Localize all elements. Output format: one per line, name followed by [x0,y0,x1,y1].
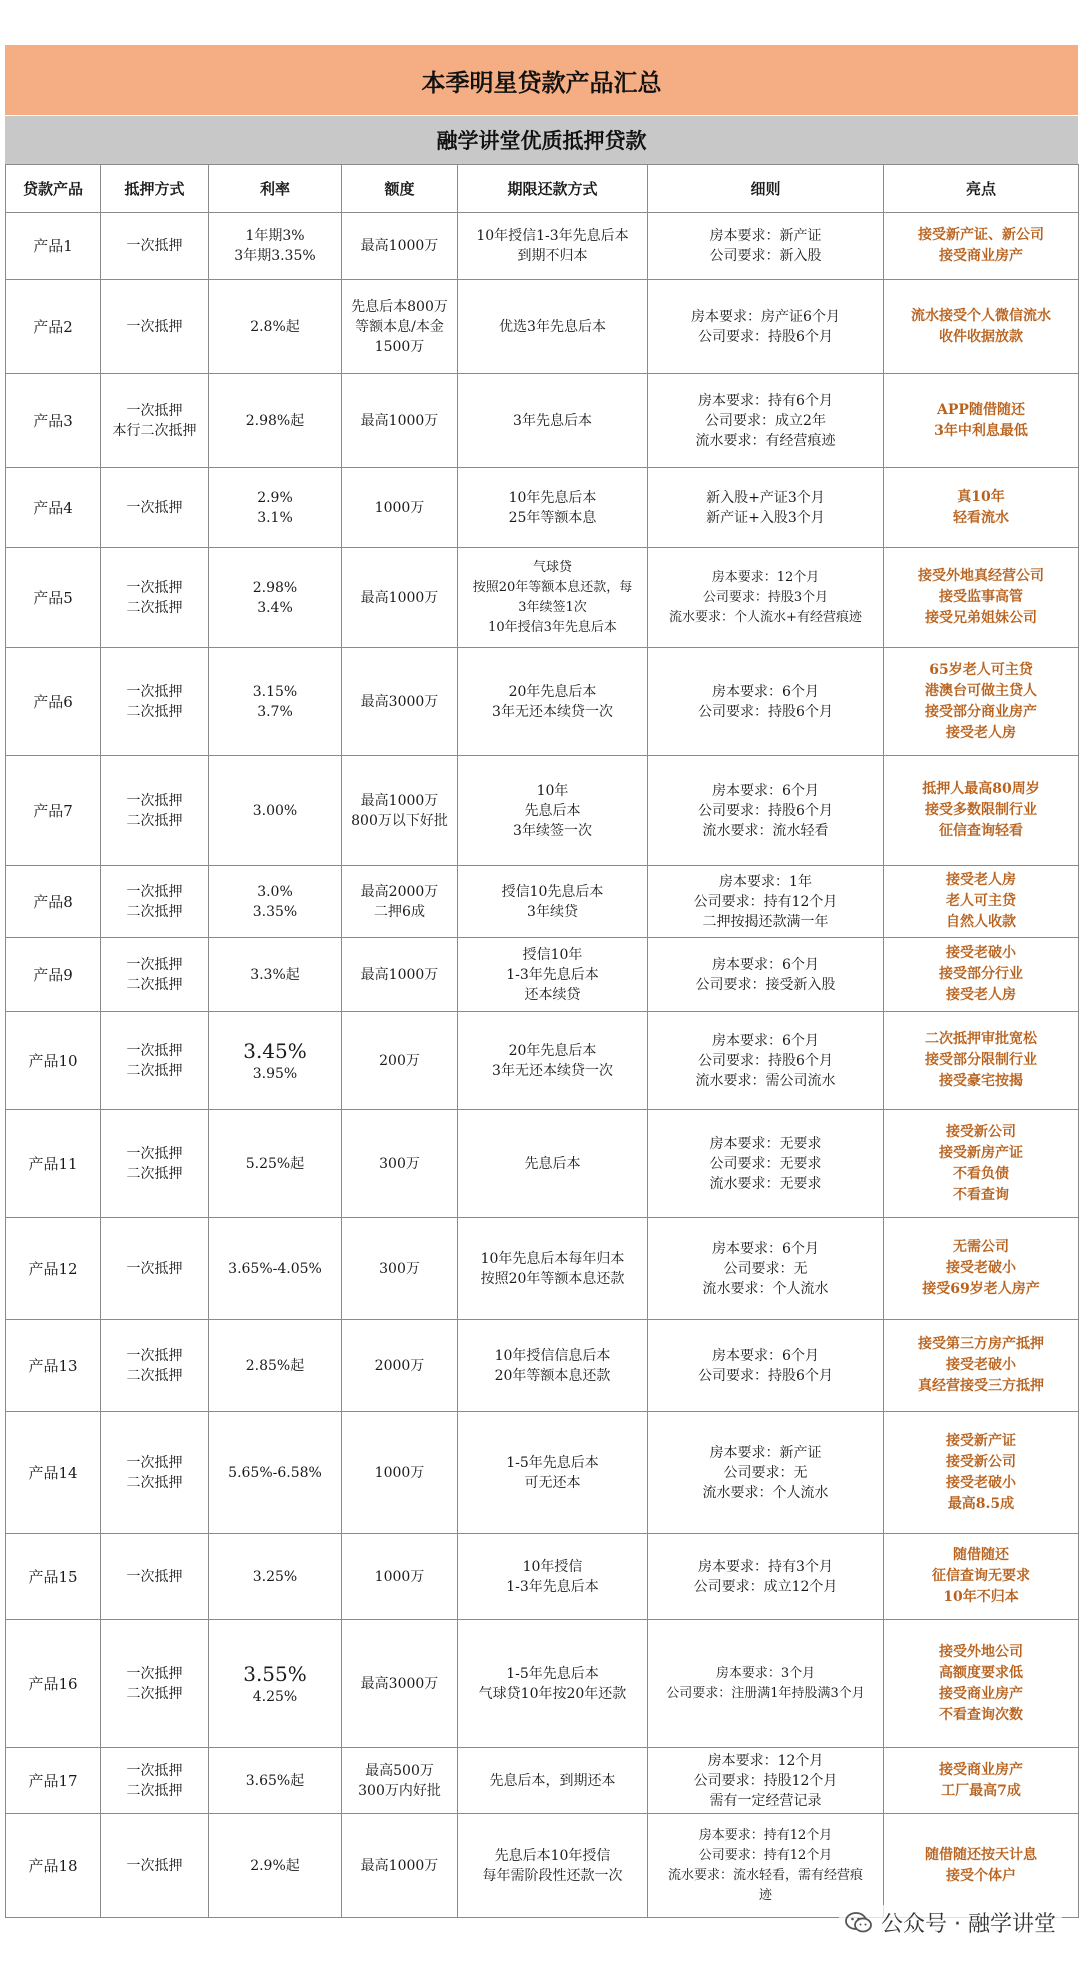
product-name: 产品18 [6,1814,101,1918]
mortgage-method: 一次抵押 二次抵押 [101,756,209,866]
product-name: 产品10 [6,1012,101,1110]
loan-rules: 房本要求：12个月 公司要求：持股3个月 流水要求：个人流水+有经营痕迹 [648,548,884,648]
loan-highlights: 接受新产证 接受新公司 接受老破小 最高8.5成 [884,1412,1079,1534]
header-amount: 额度 [342,165,458,213]
interest-rate: 3.65%起 [209,1748,342,1814]
mortgage-method: 一次抵押 二次抵押 [101,1620,209,1748]
loan-highlights: 65岁老人可主贷 港澳台可做主贷人 接受部分商业房产 接受老人房 [884,648,1079,756]
mortgage-method: 一次抵押 [101,1814,209,1918]
loan-highlights: 接受新公司 接受新房产证 不看负债 不看查询 [884,1110,1079,1218]
table-row [6,468,1079,548]
mortgage-method: 一次抵押 二次抵押 [101,1110,209,1218]
repayment-term: 10年授信1-3年先息后本 到期不归本 [458,213,648,280]
table-row [6,1620,1079,1748]
table-row [6,1534,1079,1620]
table-row [6,213,1079,280]
repayment-term: 授信10年 1-3年先息后本 还本续贷 [458,938,648,1012]
wechat-icon [845,1912,873,1934]
mortgage-method: 一次抵押 [101,1218,209,1320]
table-row [6,1412,1079,1534]
mortgage-method: 一次抵押 二次抵押 [101,648,209,756]
loan-rules: 房本要求：6个月 公司要求：持股6个月 流水要求：需公司流水 [648,1012,884,1110]
page-subtitle: 融学讲堂优质抵押贷款 [5,116,1078,164]
repayment-term: 先息后本10年授信 每年需阶段性还款一次 [458,1814,648,1918]
table-row [6,374,1079,468]
interest-rate: 2.9%起 [209,1814,342,1918]
loan-amount: 最高3000万 [342,648,458,756]
repayment-term: 10年先息后本 25年等额本息 [458,468,648,548]
repayment-term: 10年先息后本每年归本 按照20年等额本息还款 [458,1218,648,1320]
interest-rate-secondary: 4.25% [252,1688,298,1705]
interest-rate: 2.9% 3.1% [209,468,342,548]
product-name: 产品14 [6,1412,101,1534]
interest-rate: 5.25%起 [209,1110,342,1218]
interest-rate-primary: 3.55% [243,1661,307,1686]
product-name: 产品11 [6,1110,101,1218]
loan-amount: 2000万 [342,1320,458,1412]
header-rate: 利率 [209,165,342,213]
repayment-term: 先息后本，到期还本 [458,1748,648,1814]
product-name: 产品16 [6,1620,101,1748]
repayment-term: 气球贷 按照20年等额本息还款，每 3年续签1次 10年授信3年先息后本 [458,548,648,648]
header-product: 贷款产品 [6,165,101,213]
loan-amount: 300万 [342,1110,458,1218]
interest-rate: 3.25% [209,1534,342,1620]
table-row [6,1748,1079,1814]
loan-amount: 先息后本800万 等额本息/本金 1500万 [342,280,458,374]
table-row [6,938,1079,1012]
table-row [6,1012,1079,1110]
product-name: 产品5 [6,548,101,648]
interest-rate [209,1012,342,1110]
loan-amount: 最高1000万 [342,1814,458,1918]
interest-rate: 2.8%起 [209,280,342,374]
repayment-term: 3年先息后本 [458,374,648,468]
loan-amount: 最高500万 300万内好批 [342,1748,458,1814]
mortgage-method: 一次抵押 二次抵押 [101,1320,209,1412]
loan-highlights: 接受外地真经营公司 接受监事高管 接受兄弟姐妹公司 [884,548,1079,648]
loan-rules: 房本要求：新产证 公司要求：无 流水要求：个人流水 [648,1412,884,1534]
repayment-term: 10年授信 1-3年先息后本 [458,1534,648,1620]
product-name: 产品7 [6,756,101,866]
interest-rate: 2.98%起 [209,374,342,468]
repayment-term: 授信10先息后本 3年续贷 [458,866,648,938]
mortgage-method: 一次抵押 二次抵押 [101,548,209,648]
page-title: 本季明星贷款产品汇总 [5,45,1078,115]
interest-rate: 5.65%-6.58% [209,1412,342,1534]
loan-amount: 最高3000万 [342,1620,458,1748]
product-name: 产品13 [6,1320,101,1412]
mortgage-method: 一次抵押 本行二次抵押 [101,374,209,468]
loan-amount: 最高1000万 [342,374,458,468]
loan-products-table [5,164,1079,1918]
product-name: 产品6 [6,648,101,756]
loan-rules: 房本要求：无要求 公司要求：无要求 流水要求：无要求 [648,1110,884,1218]
repayment-term: 先息后本 [458,1110,648,1218]
interest-rate [209,1620,342,1748]
loan-highlights: 无需公司 接受老破小 接受69岁老人房产 [884,1218,1079,1320]
repayment-term: 20年先息后本 3年无还本续贷一次 [458,648,648,756]
loan-highlights: 接受老破小 接受部分行业 接受老人房 [884,938,1079,1012]
loan-highlights: 随借随还按天计息 接受个体户 [884,1814,1079,1918]
mortgage-method: 一次抵押 [101,468,209,548]
mortgage-method: 一次抵押 二次抵押 [101,1748,209,1814]
loan-highlights: 接受外地公司 高额度要求低 接受商业房产 不看查询次数 [884,1620,1079,1748]
mortgage-method: 一次抵押 二次抵押 [101,1412,209,1534]
table-row [6,1218,1079,1320]
table-row [6,1320,1079,1412]
loan-amount: 1000万 [342,468,458,548]
loan-highlights: 接受老人房 老人可主贷 自然人收款 [884,866,1079,938]
product-name: 产品15 [6,1534,101,1620]
loan-highlights: 真10年 轻看流水 [884,468,1079,548]
loan-highlights: 随借随还 征信查询无要求 10年不归本 [884,1534,1079,1620]
product-name: 产品1 [6,213,101,280]
loan-highlights: 抵押人最高80周岁 接受多数限制行业 征信查询轻看 [884,756,1079,866]
loan-rules: 房本要求：6个月 公司要求：持股6个月 [648,1320,884,1412]
repayment-term: 优选3年先息后本 [458,280,648,374]
interest-rate: 3.00% [209,756,342,866]
mortgage-method: 一次抵押 二次抵押 [101,1012,209,1110]
loan-amount: 1000万 [342,1412,458,1534]
product-name: 产品17 [6,1748,101,1814]
table-row [6,756,1079,866]
header-rules: 细则 [648,165,884,213]
repayment-term: 1-5年先息后本 气球贷10年按20年还款 [458,1620,648,1748]
loan-highlights: 二次抵押审批宽松 接受部分限制行业 接受豪宅按揭 [884,1012,1079,1110]
loan-amount: 最高1000万 [342,548,458,648]
loan-highlights: 接受第三方房产抵押 接受老破小 真经营接受三方抵押 [884,1320,1079,1412]
product-name: 产品8 [6,866,101,938]
loan-rules: 房本要求：6个月 公司要求：持股6个月 [648,648,884,756]
loan-amount: 最高1000万 [342,938,458,1012]
watermark-label: 公众号 · 融学讲堂 [881,1912,1056,1937]
header-term: 期限还款方式 [458,165,648,213]
loan-rules: 房本要求：新产证 公司要求：新入股 [648,213,884,280]
mortgage-method: 一次抵押 二次抵押 [101,866,209,938]
table-row [6,280,1079,374]
interest-rate: 3.0% 3.35% [209,866,342,938]
product-name: 产品4 [6,468,101,548]
table-row [6,648,1079,756]
loan-rules: 房本要求：1年 公司要求：持有12个月 二押按揭还款满一年 [648,866,884,938]
table-row [6,1814,1079,1918]
repayment-term: 10年授信信息后本 20年等额本息还款 [458,1320,648,1412]
repayment-term: 1-5年先息后本 可无还本 [458,1412,648,1534]
loan-amount: 200万 [342,1012,458,1110]
loan-highlights: APP随借随还 3年中利息最低 [884,374,1079,468]
interest-rate-primary: 3.45% [243,1038,307,1063]
mortgage-method: 一次抵押 [101,213,209,280]
interest-rate: 3.15% 3.7% [209,648,342,756]
product-name: 产品9 [6,938,101,1012]
loan-amount: 最高1000万 800万以下好批 [342,756,458,866]
repayment-term: 20年先息后本 3年无还本续贷一次 [458,1012,648,1110]
loan-amount: 最高1000万 [342,213,458,280]
mortgage-method: 一次抵押 [101,1534,209,1620]
product-name: 产品2 [6,280,101,374]
product-name: 产品3 [6,374,101,468]
mortgage-method: 一次抵押 二次抵押 [101,938,209,1012]
loan-highlights: 接受商业房产 工厂最高7成 [884,1748,1079,1814]
table-header-row [6,165,1079,213]
loan-rules: 房本要求：持有6个月 公司要求：成立2年 流水要求：有经营痕迹 [648,374,884,468]
loan-rules: 新入股+产证3个月 新产证+入股3个月 [648,468,884,548]
repayment-term: 10年 先息后本 3年续签一次 [458,756,648,866]
loan-rules: 房本要求：3个月 公司要求：注册满1年持股满3个月 [648,1620,884,1748]
product-name: 产品12 [6,1218,101,1320]
loan-amount: 1000万 [342,1534,458,1620]
interest-rate: 2.98% 3.4% [209,548,342,648]
interest-rate-secondary: 3.95% [252,1065,298,1082]
interest-rate: 2.85%起 [209,1320,342,1412]
loan-amount: 最高2000万 二押6成 [342,866,458,938]
mortgage-method: 一次抵押 [101,280,209,374]
interest-rate: 1年期3% 3年期3.35% [209,213,342,280]
header-method: 抵押方式 [101,165,209,213]
table-row [6,548,1079,648]
loan-highlights: 接受新产证、新公司 接受商业房产 [884,213,1079,280]
header-highlights: 亮点 [884,165,1079,213]
loan-rules: 房本要求：6个月 公司要求：接受新入股 [648,938,884,1012]
wechat-watermark [839,1905,1062,1940]
table-row [6,866,1079,938]
loan-rules: 房本要求：持有12个月 公司要求：持有12个月 流水要求：流水轻看，需有经营痕 迹 [648,1814,884,1918]
table-row [6,1110,1079,1218]
loan-rules: 房本要求：持有3个月 公司要求：成立12个月 [648,1534,884,1620]
loan-rules: 房本要求：12个月 公司要求：持股12个月 需有一定经营记录 [648,1748,884,1814]
loan-rules: 房本要求：房产证6个月 公司要求：持股6个月 [648,280,884,374]
loan-rules: 房本要求：6个月 公司要求：无 流水要求：个人流水 [648,1218,884,1320]
loan-amount: 300万 [342,1218,458,1320]
interest-rate: 3.3%起 [209,938,342,1012]
loan-rules: 房本要求：6个月 公司要求：持股6个月 流水要求：流水轻看 [648,756,884,866]
interest-rate: 3.65%-4.05% [209,1218,342,1320]
loan-highlights: 流水接受个人微信流水 收件收据放款 [884,280,1079,374]
